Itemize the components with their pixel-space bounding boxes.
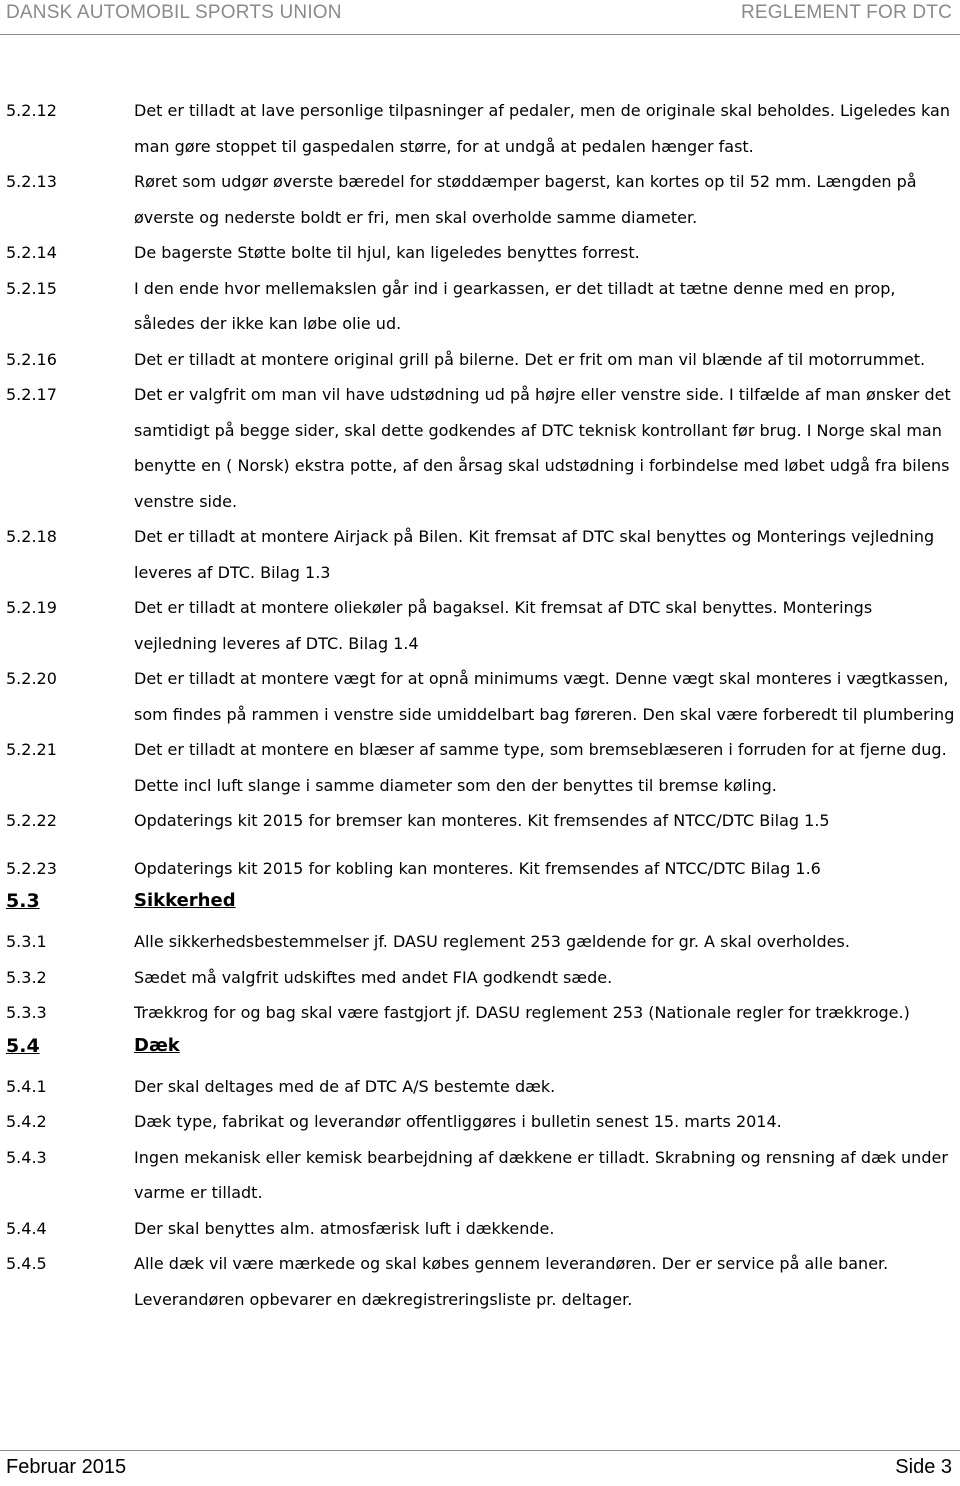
- rule-item: [0, 803, 960, 839]
- rule-number: 5.3.3: [6, 1003, 47, 1022]
- rule-number: 5.2.13: [6, 172, 57, 191]
- rule-text: Det er tilladt at montere Airjack på Bilen. Kit fremsat af DTC skal benyttes og Monterings vejledning leveres af DTC. Bilag 1.3: [134, 527, 935, 582]
- rule-text: Opdaterings kit 2015 for bremser kan monteres. Kit fremsendes af NTCC/DTC Bilag 1.5: [134, 811, 830, 830]
- header-divider: [0, 34, 960, 35]
- rule-item: [0, 1104, 960, 1140]
- rule-text: Det er valgfrit om man vil have udstødning ud på højre eller venstre side. I tilfælde af man ønsker det samtidigt på begge sider, skal dette godkendes af DTC teknisk kontrollant før brug. I Norge skal man benytte en ( Norsk) ekstra potte, af den årsag skal udstødning i forbindelse med løbet udgå fra bilens venstre side.: [134, 385, 951, 511]
- rule-text: De bagerste Støtte bolte til hjul, kan ligeledes benyttes forrest.: [134, 243, 640, 262]
- rule-item: [0, 590, 960, 661]
- rule-text: Opdaterings kit 2015 for kobling kan monteres. Kit fremsendes af NTCC/DTC Bilag 1.6: [134, 858, 821, 878]
- rule-number: 5.2.23: [6, 858, 57, 878]
- rule-item: [0, 342, 960, 378]
- rule-item: [0, 235, 960, 271]
- rule-item: [0, 271, 960, 342]
- rule-number: 5.3.1: [6, 932, 47, 951]
- rule-item: [0, 661, 960, 732]
- section-heading-daek: [0, 1031, 960, 1061]
- rule-number: 5.2.14: [6, 243, 57, 262]
- rule-item: [0, 93, 960, 164]
- rule-number: 5.4.1: [6, 1076, 47, 1096]
- spacer: [0, 839, 960, 851]
- page-footer: [0, 1456, 960, 1486]
- spacer: [0, 916, 960, 924]
- rule-text: Det er tilladt at lave personlige tilpasninger af pedaler, men de originale skal beholdes. Ligeledes kan man gøre stoppet til gaspedalen større, for at undgå at pedalen hænger fast.: [134, 101, 950, 156]
- footer-date: Februar 2015: [6, 1456, 127, 1478]
- header-organization: DANSK AUTOMOBIL SPORTS UNION: [6, 2, 342, 23]
- rule-item: [0, 995, 960, 1031]
- rule-item: [0, 1069, 960, 1105]
- rule-text: Sædet må valgfrit udskiftes med andet FIA godkendt sæde.: [134, 967, 613, 987]
- rule-text: Dæk type, fabrikat og leverandør offentliggøres i bulletin senest 15. marts 2014.: [134, 1112, 782, 1131]
- rule-item: [0, 377, 960, 519]
- rule-number: 5.2.22: [6, 811, 57, 830]
- rule-item: [0, 851, 960, 887]
- rule-text: Ingen mekanisk eller kemisk bearbejdning af dækkene er tilladt. Skrabning og rensning af dæk under varme er tilladt.: [134, 1147, 948, 1202]
- rule-item: [0, 1246, 960, 1317]
- rule-text: Der skal benyttes alm. atmosfærisk luft i dækkende.: [134, 1218, 555, 1238]
- rule-item: [0, 1211, 960, 1247]
- rule-number: 5.2.18: [6, 527, 57, 546]
- rule-text: Alle sikkerhedsbestemmelser jf. DASU reglement 253 gældende for gr. A skal overholdes.: [134, 932, 850, 951]
- header-document-title: REGLEMENT FOR DTC: [740, 2, 952, 23]
- rule-number: 5.2.12: [6, 101, 57, 120]
- rule-number: 5.4.3: [6, 1147, 47, 1167]
- rule-text: Alle dæk vil være mærkede og skal købes gennem leverandøren. Der er service på alle baner. Leverandøren opbevarer en dækregistreringsliste pr. deltager.: [134, 1254, 889, 1309]
- section-5-2-list: [0, 93, 960, 886]
- section-number-text: 5.3: [6, 890, 40, 912]
- rule-number: 5.2.21: [6, 740, 57, 759]
- rule-item: [0, 164, 960, 235]
- section-heading-sikkerhed: [0, 886, 960, 916]
- rule-item: [0, 732, 960, 803]
- rule-text: Det er tilladt at montere oliekøler på bagaksel. Kit fremsat af DTC skal benyttes. Monterings vejledning leveres af DTC. Bilag 1.4: [134, 598, 873, 653]
- section-number-text: 5.4: [6, 1034, 40, 1057]
- rule-text: Røret som udgør øverste bæredel for støddæmper bagerst, kan kortes op til 52 mm. Længden på øverste og nederste boldt er fri, men skal overholde samme diameter.: [134, 172, 917, 227]
- rule-text: Der skal deltages med de af DTC A/S bestemte dæk.: [134, 1076, 556, 1096]
- rule-text: Det er tilladt at montere en blæser af samme type, som bremseblæseren i forruden for at fjerne dug. Dette incl luft slange i samme diameter som den der benyttes til bremse køling.: [134, 740, 947, 795]
- rule-text: I den ende hvor mellemakslen går ind i gearkassen, er det tilladt at tætne denne med en prop, således der ikke kan løbe olie ud.: [134, 278, 896, 333]
- rule-text: Det er tilladt at montere vægt for at opnå minimums vægt. Denne vægt skal monteres i vægtkassen, som findes på rammen i venstre side umiddelbart bag føreren. Den skal være forberedt til plumbering: [134, 669, 955, 724]
- section-title: Sikkerhed: [134, 890, 236, 911]
- rule-text: Det er tilladt at montere original grill på bilerne. Det er frit om man vil blænde af til motorrummet.: [134, 349, 926, 369]
- rule-item: [0, 924, 960, 960]
- rule-number: 5.3.2: [6, 967, 47, 987]
- rule-item: [0, 960, 960, 996]
- rule-number: 5.2.20: [6, 669, 57, 688]
- rule-item: [0, 1140, 960, 1211]
- section-5-3-list: [0, 924, 960, 1031]
- rule-number: 5.4.2: [6, 1112, 47, 1131]
- rule-number: 5.4.5: [6, 1254, 47, 1273]
- rule-number: 5.4.4: [6, 1218, 47, 1238]
- spacer: [0, 1061, 960, 1069]
- rule-number: 5.2.17: [6, 385, 57, 404]
- rule-number: 5.2.19: [6, 598, 57, 617]
- page-header: [0, 0, 960, 34]
- footer-page-number: Side 3: [895, 1456, 952, 1478]
- footer-divider: [0, 1450, 960, 1451]
- document-body: [0, 93, 960, 1317]
- rule-text: Trækkrog for og bag skal være fastgjort jf. DASU reglement 253 (Nationale regler for trækkroge.): [134, 1003, 910, 1022]
- rule-item: [0, 519, 960, 590]
- section-5-4-list: [0, 1069, 960, 1318]
- rule-number: 5.2.16: [6, 349, 57, 369]
- rule-number: 5.2.15: [6, 278, 57, 298]
- section-title: Dæk: [134, 1034, 180, 1056]
